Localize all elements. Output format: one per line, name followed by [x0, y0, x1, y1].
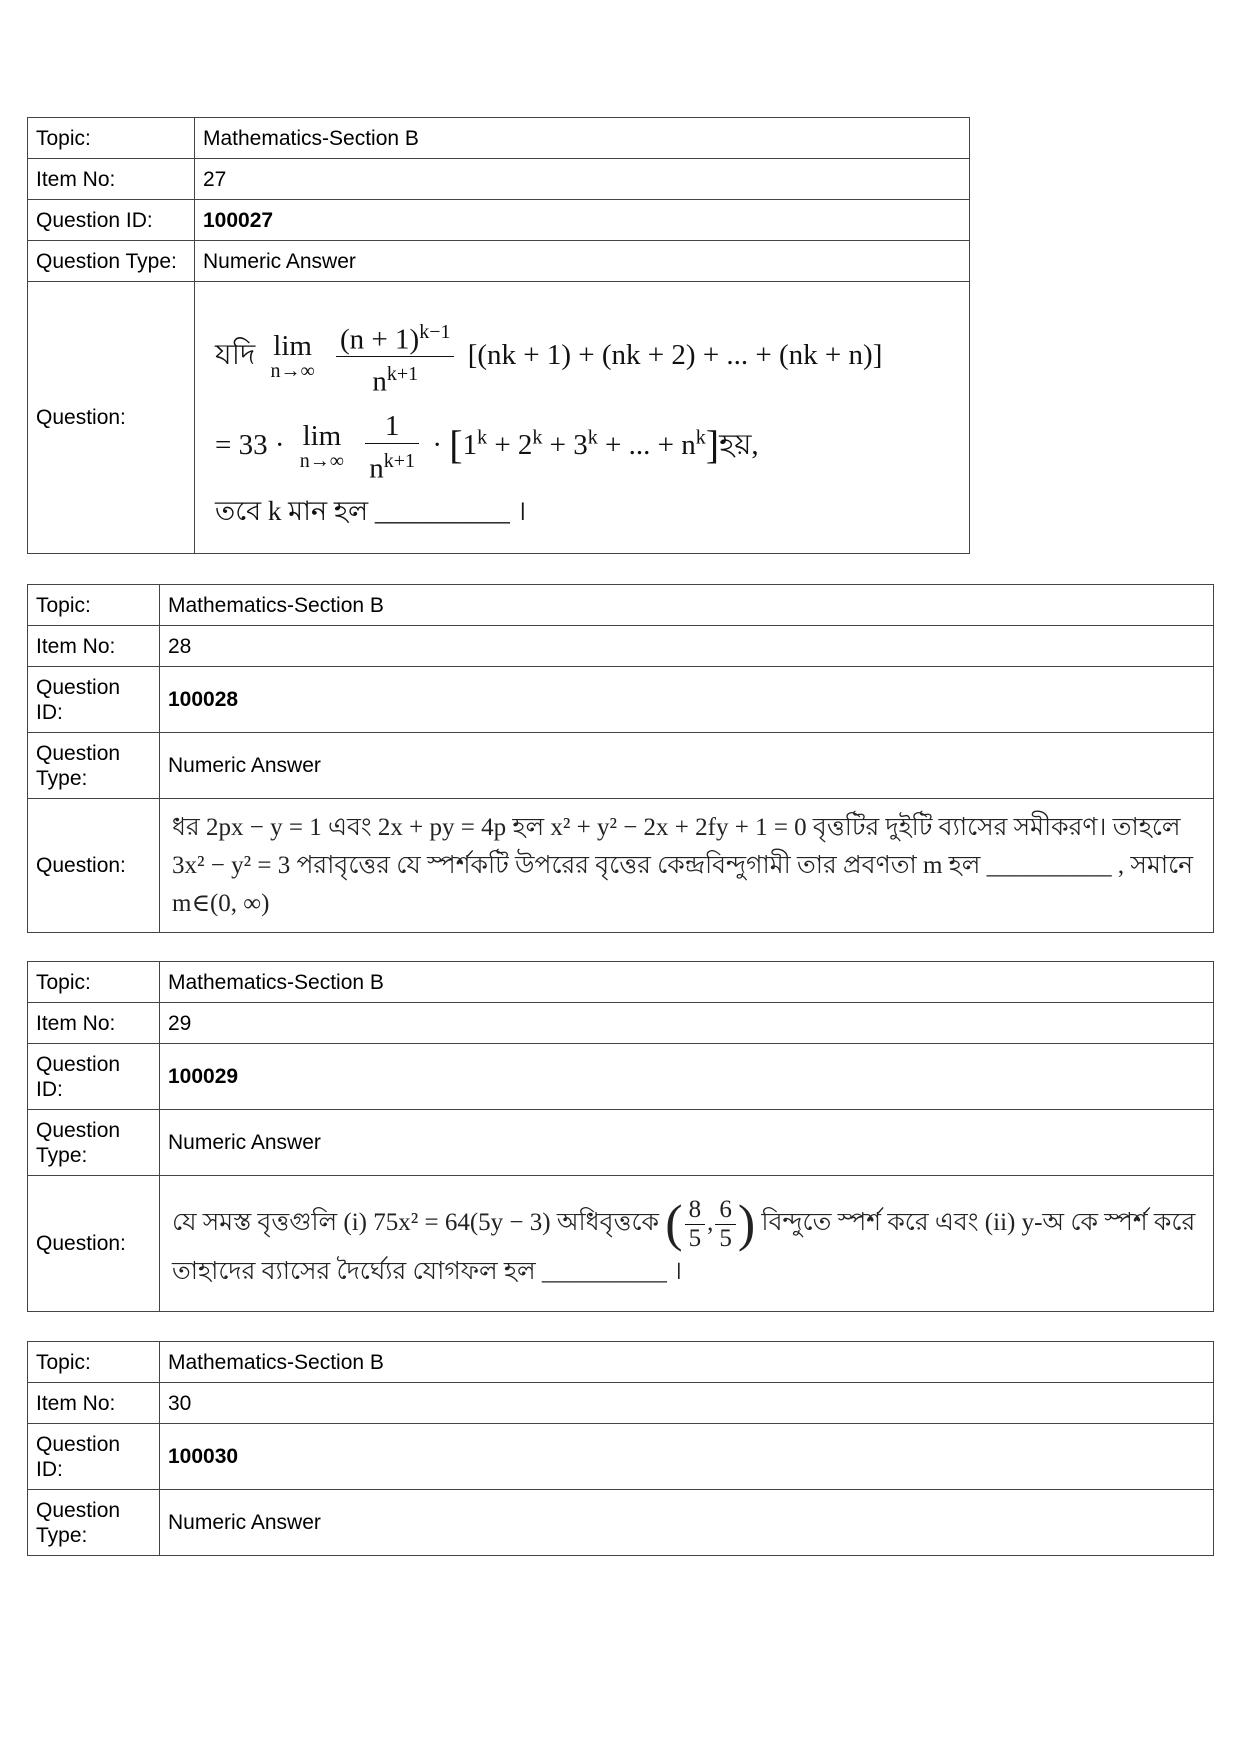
point-fraction-y	[715, 1196, 736, 1253]
question-card-30	[27, 1341, 1214, 1556]
question-body	[195, 282, 970, 554]
question-line-1: ধর 2px − y = 1 এবং 2x + py = 4p হল x² + y² − 2x + 2fy + 1 = 0 বৃত্তটির দুইটি ব্যাসের সমীকরণ। তাহলে	[172, 813, 1181, 841]
question-body	[160, 799, 1214, 933]
point-x-numerator: 8	[685, 1196, 706, 1225]
fraction-2-numerator: 1	[365, 409, 419, 444]
item-no-value: 28	[160, 626, 1214, 667]
line-1-prefix: যে সমস্ত বৃত্তগুলি (i) 75x² = 64(5y − 3) অধিবৃত্তকে	[172, 1209, 660, 1237]
topic-value: Mathematics-Section B	[160, 962, 1214, 1003]
item-no-value: 27	[195, 159, 970, 200]
exp-k-1: k	[477, 426, 488, 449]
question-line-2	[215, 409, 959, 486]
point-x-denominator: 5	[688, 1225, 702, 1252]
question-label: Question:	[28, 282, 195, 554]
bracket-expression: [(nk + 1) + (nk + 2) + ... + (nk + n)]	[467, 338, 883, 371]
topic-label: Topic:	[28, 585, 160, 626]
point-y-numerator: 6	[715, 1196, 736, 1225]
question-line-2: তাহাদের ব্যাসের দৈর্ঘ্যের যোগফল হল __________ ।	[172, 1258, 683, 1285]
question-line-1	[172, 1196, 1201, 1253]
topic-label: Topic:	[28, 118, 195, 159]
term-2: + 2	[487, 428, 533, 461]
question-card-27	[27, 117, 970, 554]
dot-operator: ·	[432, 428, 442, 461]
question-body	[160, 1176, 1214, 1312]
fraction-1-numerator-exp: k−1	[419, 320, 451, 343]
fraction-1	[336, 315, 454, 399]
question-type-label: Question Type:	[28, 1110, 160, 1176]
exp-k-n: k	[695, 426, 706, 449]
if-word: যদি	[215, 338, 256, 371]
question-id-label: Question ID:	[28, 1044, 160, 1110]
question-type-value: Numeric Answer	[160, 1490, 1214, 1556]
question-line-3: তবে k মান হল __________ ।	[215, 496, 527, 527]
fraction-1-denominator-exp: k+1	[386, 363, 419, 386]
lim-text: lim	[273, 329, 312, 362]
paren-close: )	[737, 1195, 756, 1253]
question-type-label: Question Type:	[28, 241, 195, 282]
question-card-29	[27, 961, 1214, 1312]
fraction-2-denominator-exp: k+1	[383, 449, 416, 472]
term-1: 1	[462, 428, 478, 461]
question-id-value: 100029	[160, 1044, 1214, 1110]
question-type-label: Question Type:	[28, 733, 160, 799]
question-id-label: Question ID:	[28, 667, 160, 733]
question-line-2: 3x² − y² = 3 পরাবৃত্তের যে স্পর্শকটি উপরের বৃত্তের কেন্দ্রবিন্দুগামী তার প্রবণতা m হল __________ , সমানে	[172, 851, 1194, 879]
topic-label: Topic:	[28, 1342, 160, 1383]
question-id-value: 100030	[160, 1424, 1214, 1490]
item-no-value: 29	[160, 1003, 1214, 1044]
lim-subscript: n→∞	[299, 450, 345, 473]
question-label: Question:	[28, 799, 160, 933]
question-id-value: 100027	[195, 200, 970, 241]
question-id-value: 100028	[160, 667, 1214, 733]
item-no-label: Item No:	[28, 159, 195, 200]
question-type-value: Numeric Answer	[160, 1110, 1214, 1176]
lim-text: lim	[302, 420, 342, 453]
question-label: Question:	[28, 1176, 160, 1312]
term-3: + 3	[542, 428, 588, 461]
hoy-word: হয়,	[719, 428, 759, 461]
topic-value: Mathematics-Section B	[160, 585, 1214, 626]
lim-subscript: n→∞	[270, 359, 315, 382]
exp-k-3: k	[587, 426, 598, 449]
question-type-value: Numeric Answer	[160, 733, 1214, 799]
exp-k-2: k	[532, 426, 543, 449]
question-id-label: Question ID:	[28, 1424, 160, 1490]
comma: ,	[707, 1209, 714, 1237]
fraction-1-numerator-base: (n + 1)	[340, 323, 420, 356]
item-no-label: Item No:	[28, 626, 160, 667]
equals-33: = 33 ·	[215, 428, 285, 461]
limit-1	[270, 329, 315, 382]
question-type-value: Numeric Answer	[195, 241, 970, 282]
question-line-1	[215, 315, 959, 399]
question-id-label: Question ID:	[28, 200, 195, 241]
fraction-1-denominator	[336, 357, 454, 399]
item-no-label: Item No:	[28, 1383, 160, 1424]
fraction-2-denominator-base: n	[369, 452, 384, 485]
item-no-label: Item No:	[28, 1003, 160, 1044]
question-type-label: Question Type:	[28, 1490, 160, 1556]
line-1-suffix: বিন্দুতে স্পর্শ করে এবং (ii) y-অ কে স্পর্শ করে	[761, 1209, 1196, 1237]
question-line-3: m∈(0, ∞)	[172, 889, 270, 917]
fraction-1-numerator	[336, 315, 454, 358]
topic-value: Mathematics-Section B	[160, 1342, 1214, 1383]
limit-2	[300, 422, 344, 472]
term-n: + ... + n	[597, 428, 696, 461]
item-no-value: 30	[160, 1383, 1214, 1424]
paren-open: (	[665, 1195, 683, 1253]
question-card-28	[27, 584, 1214, 933]
point-fraction-x	[685, 1196, 706, 1253]
topic-label: Topic:	[28, 962, 160, 1003]
fraction-1-denominator-base: n	[372, 365, 387, 398]
point-y-denominator: 5	[719, 1225, 732, 1252]
bracket-close: ]	[705, 421, 720, 467]
fraction-2-denominator	[365, 444, 419, 486]
fraction-2	[365, 409, 419, 486]
bracket-open: [	[449, 421, 463, 467]
topic-value: Mathematics-Section B	[195, 118, 970, 159]
